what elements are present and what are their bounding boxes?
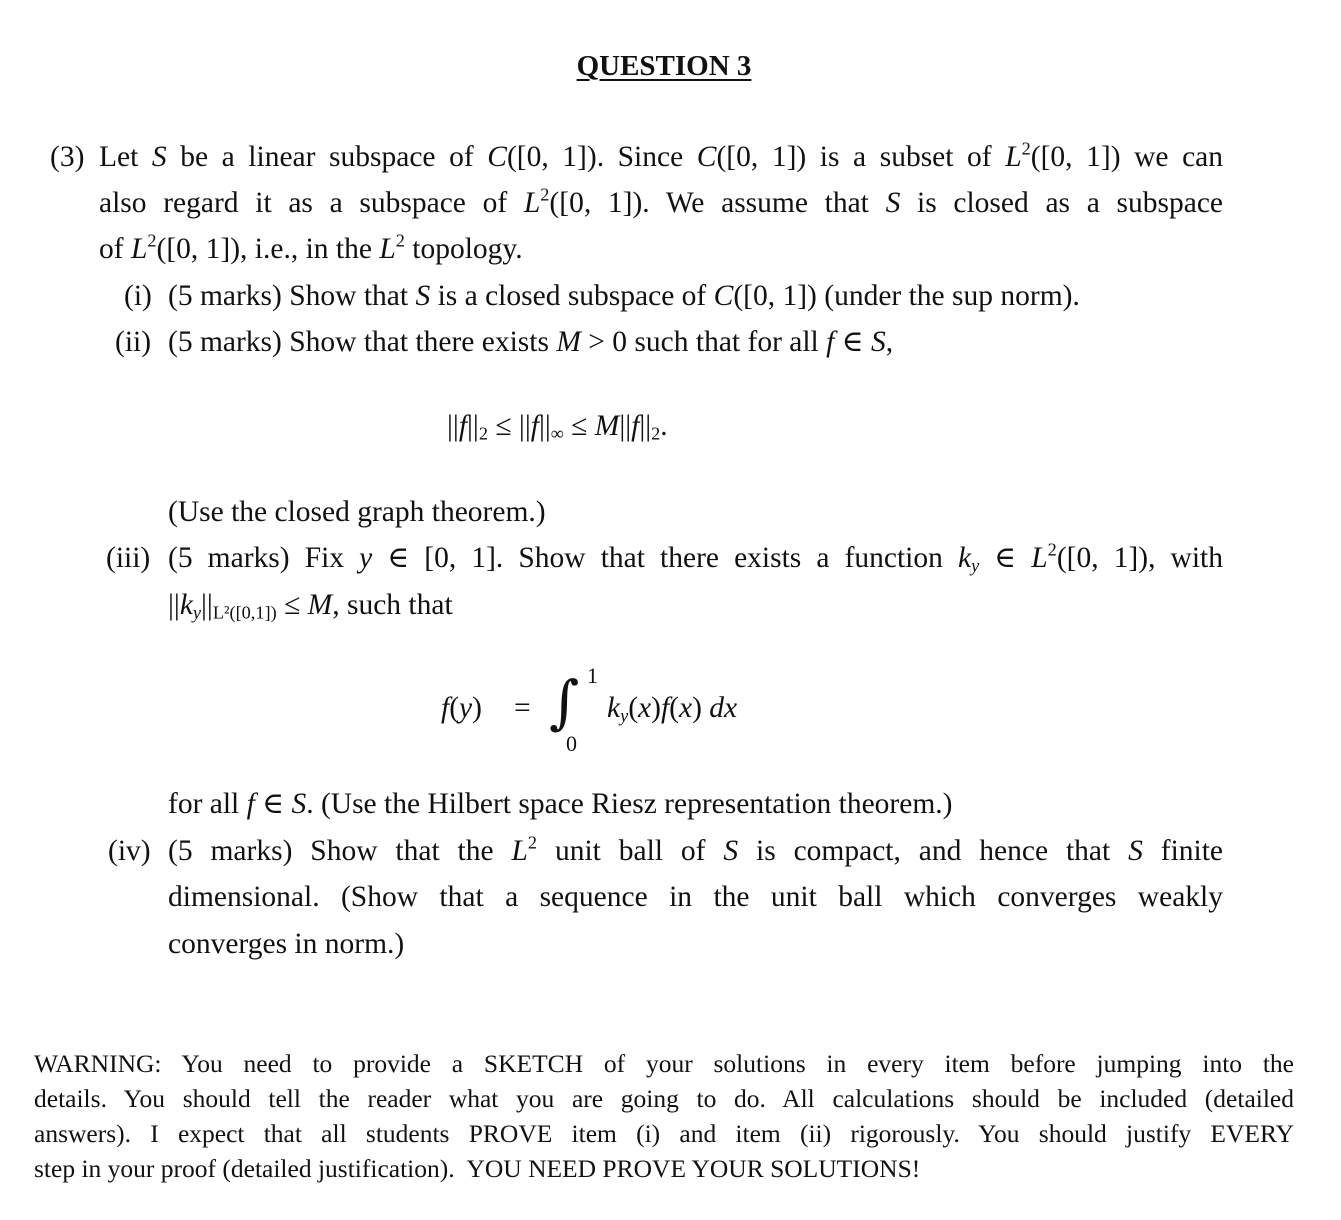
intro-line-3: of $L^2([0$, 1]), i.e., in the $L^2$ topology. [99,230,523,265]
norm-inequality: $||f||_2 \le ||f||_\infty \le M||f||_2$. [447,410,668,444]
integral-upper-limit: 1 [587,663,598,688]
item-iv-line-3: converges in norm.) [168,928,405,960]
item-i-text: (5 marks) Show that S is a closed subspace of C([0, 1]) (under the sup norm). [168,280,1080,312]
integral-sign: ∫ [549,668,580,736]
intro-line-1: Let S be a linear subspace of C([0, 1]). Since C([0, 1]) is a subset of $L^2([0$, 1]) we can [99,138,1224,173]
item-iii-line-2: $||k_y||_{L^2([0,1])} \le M$, such that [168,589,453,623]
item-iii-number: (iii) [106,542,151,574]
item-iv-line-2: dimensional. (Show that a sequence in the unit ball which converges weakly [168,881,1223,913]
question-title: QUESTION 3 [576,50,752,82]
intro-line-2: also regard it as a subspace of $L^2([0$, 1]). We assume that S is closed as a subspace [99,184,1224,219]
item-i-number: (i) [124,280,152,312]
question-number: (3) [50,141,85,173]
hint-closed-graph: (Use the closed graph theorem.) [168,496,546,528]
integral-lower-limit: 0 [566,731,577,756]
item-iv-number: (iv) [108,835,151,867]
item-iii-line-1: (5 marks) Fix y ∈ [0, 1]. Show that there exists a function $k_y$ ∈ $L^2([0$, 1]), with [168,539,1224,576]
warning-line-1: WARNING: You need to provide a SKETCH of your solutions in every item before jumping into the [34,1049,1294,1078]
warning-line-4: step in your proof (detailed justification). YOU NEED PROVE YOUR SOLUTIONS! [34,1154,921,1183]
item-ii-text: (5 marks) Show that there exists M > 0 such that for all f ∈ S, [168,326,894,358]
item-iv-line-1: (5 marks) Show that the $L^2$ unit ball of S is compact, and hence that S finite [168,832,1223,867]
warning-line-3: answers). I expect that all students PROVE item (i) and item (ii) rigorously. You should justify EVERY [34,1119,1294,1148]
warning-line-2: details. You should tell the reader what you are going to do. All calculations should be included (detailed [34,1084,1294,1113]
riesz-hint: for all f ∈ S. (Use the Hilbert space Riesz representation theorem.) [168,788,953,820]
item-ii-number: (ii) [115,326,152,358]
